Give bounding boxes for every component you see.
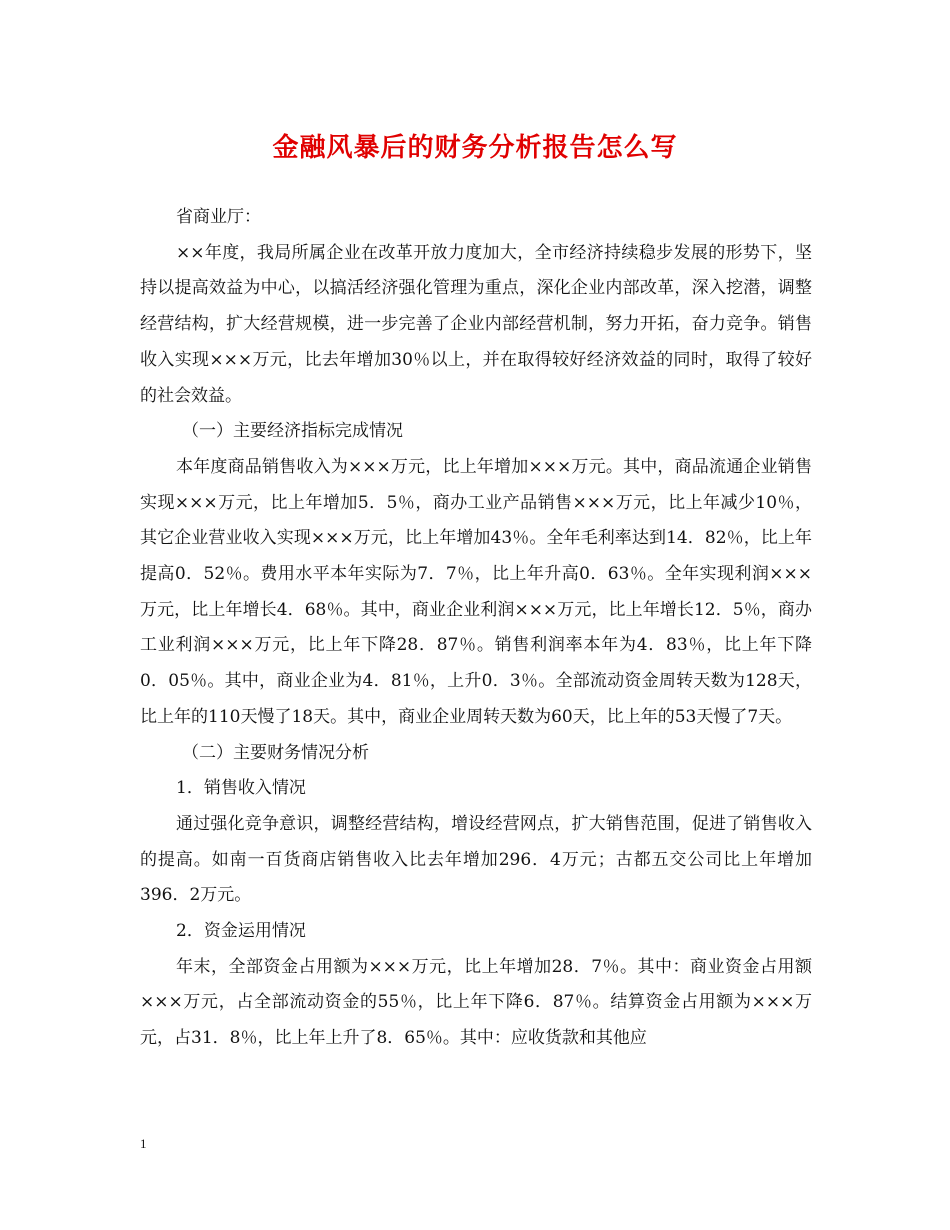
document-title: 金融风暴后的财务分析报告怎么写 [272,133,678,163]
indicators-paragraph: 本年度商品销售收入为×××万元，比上年增加×××万元。其中，商品流通企业销售实现×××万元，比上年增加5．5％，商办工业产品销售×××万元，比上年减少10％，其它企业营业收入实现×××万元，比上年增加43％。全年毛利率达到14．82％，比上年提高0．52％。费用水平本年实际为7．7％，比上年升高0．63％。全年实现利润×××万元，比上年增长4．68％。其中，商业企业利润×××万元，比上年增长12．5％，商办工业利润×××万元，比上年下降28．87％。销售利润率本年为4．83％，比上年下降0．05％。其中，商业企业为4．81％，上升0．3％。全部流动资金周转天数为128天，比上年的110天慢了18天。其中，商业企业周转天数为60天，比上年的53天慢了7天。 [140,456,812,727]
page-number: 1 [140,1136,147,1151]
funds-paragraph: 年末，全部资金占用额为×××万元，比上年增加28．7％。其中：商业资金占用额×××万元，占全部流动资金的55％，比上年下降6．87％。结算资金占用额为×××万元，占31．8％，比上年上升了8．65％。其中：应收货款和其他应 [140,956,812,1049]
sales-paragraph: 通过强化竞争意识，调整经营结构，增设经营网点，扩大销售范围，促进了销售收入的提高。如南一百货商店销售收入比去年增加296．4万元；古都五交公司比上年增加396．2万元。 [140,813,812,906]
subheading-sales: 1．销售收入情况 [176,778,306,799]
section-heading-2: （二）主要财务情况分析 [182,742,369,763]
subheading-funds: 2．资金运用情况 [176,921,306,942]
section-heading-1: （一）主要经济指标完成情况 [182,421,403,442]
salutation: 省商业厅： [176,207,261,227]
intro-paragraph: ××年度，我局所属企业在改革开放力度加大，全市经济持续稳步发展的形势下，坚持以提高效益为中心，以搞活经济强化管理为重点，深化企业内部改革，深入挖潜，调整经营结构，扩大经营规模，进一步完善了企业内部经营机制，努力开拓，奋力竞争。销售收入实现×××万元，比去年增加30％以上，并在取得较好经济效益的同时，取得了较好的社会效益。 [140,242,812,406]
document-body [140,200,812,1057]
